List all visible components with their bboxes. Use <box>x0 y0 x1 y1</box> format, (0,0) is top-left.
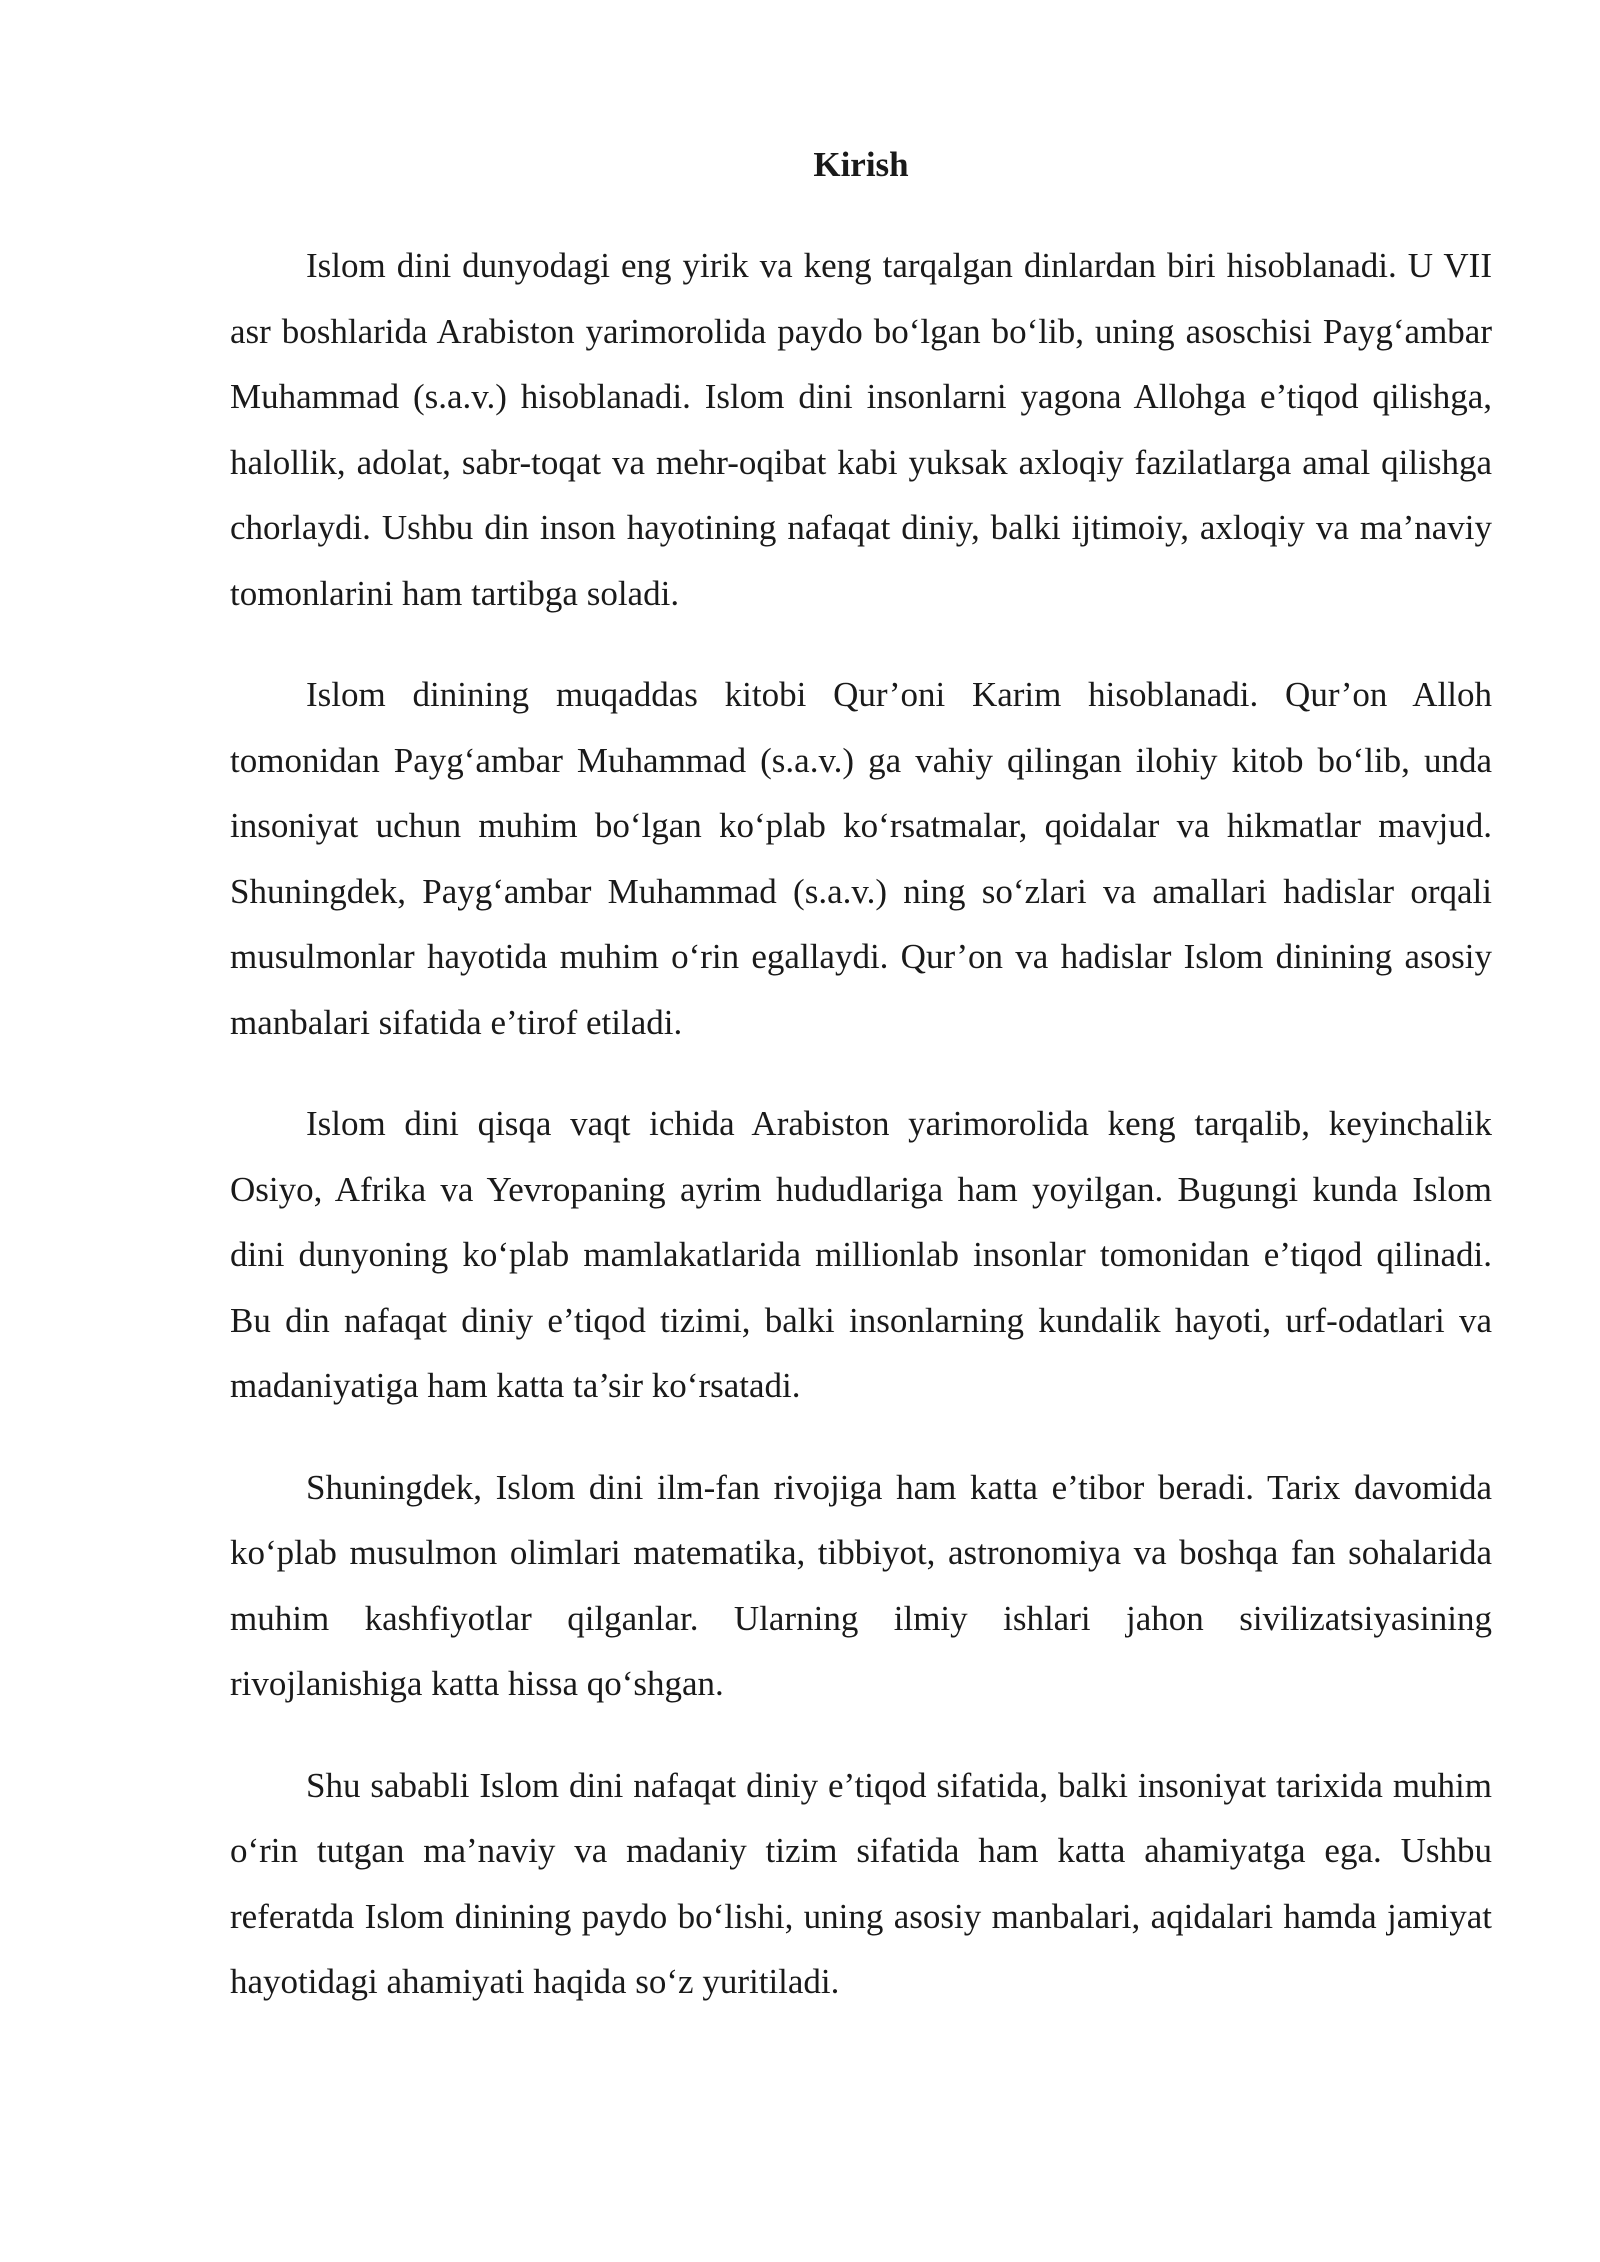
page-title: Kirish <box>813 145 909 184</box>
paragraph-2: Islom dinining muqaddas kitobi Qur’oni Karim hisoblanadi. Qur’on Alloh tomonidan Payg‘ambar Muhammad (s.a.v.) ga vahiy qilingan ilohiy kitob bo‘lib, unda insoniyat uchun muhim bo‘lgan ko‘plab ko‘rsatmalar, qoidalar va hikmatlar mavjud. Shuningdek, Payg‘ambar Muhammad (s.a.v.) ning so‘zlari va amallari hadislar orqali musulmonlar hayotida muhim o‘rin egallaydi. Qur’on va hadislar Islom dinining asosiy manbalari sifatida e’tirof etiladi. <box>230 675 1492 1042</box>
paragraph-3: Islom dini qisqa vaqt ichida Arabiston yarimorolida keng tarqalib, keyinchalik Osiyo, Afrika va Yevropaning ayrim hududlariga ham yoyilgan. Bugungi kunda Islom dini dunyoning ko‘plab mamlakatlarida millionlab insonlar tomonidan e’tiqod qilinadi. Bu din nafaqat diniy e’tiqod tizimi, balki insonlarning kundalik hayoti, urf-odatlari va madaniyatiga ham katta ta’sir ko‘rsatadi. <box>230 1104 1492 1405</box>
paragraph-1: Islom dini dunyodagi eng yirik va keng tarqalgan dinlardan biri hisoblanadi. U VII asr boshlarida Arabiston yarimorolida paydo bo‘lgan bo‘lib, uning asoschisi Payg‘ambar Muhammad (s.a.v.) hisoblanadi. Islom dini insonlarni yagona Allohga e’tiqod qilishga, halollik, adolat, sabr-toqat va mehr-oqibat kabi yuksak axloqiy fazilatlarga amal qilishga chorlaydi. Ushbu din inson hayotining nafaqat diniy, balki ijtimoiy, axloqiy va ma’naviy tomonlarini ham tartibga soladi. <box>230 246 1492 613</box>
paragraph-4: Shuningdek, Islom dini ilm-fan rivojiga ham katta e’tibor beradi. Tarix davomida ko‘plab musulmon olimlari matematika, tibbiyot, astronomiya va boshqa fan sohalarida muhim kashfiyotlar qilganlar. Ularning ilmiy ishlari jahon sivilizatsiyasining rivojlanishiga katta hissa qo‘shgan. <box>230 1467 1492 1703</box>
document-page <box>230 140 1492 2051</box>
paragraph-5: Shu sababli Islom dini nafaqat diniy e’tiqod sifatida, balki insoniyat tarixida muhim o‘rin tutgan ma’naviy va madaniy tizim sifatida ham katta ahamiyatga ega. Ushbu referatda Islom dinining paydo bo‘lishi, uning asosiy manbalari, aqidalari hamda jamiyat hayotidagi ahamiyati haqida so‘z yuritiladi. <box>230 1765 1492 2001</box>
